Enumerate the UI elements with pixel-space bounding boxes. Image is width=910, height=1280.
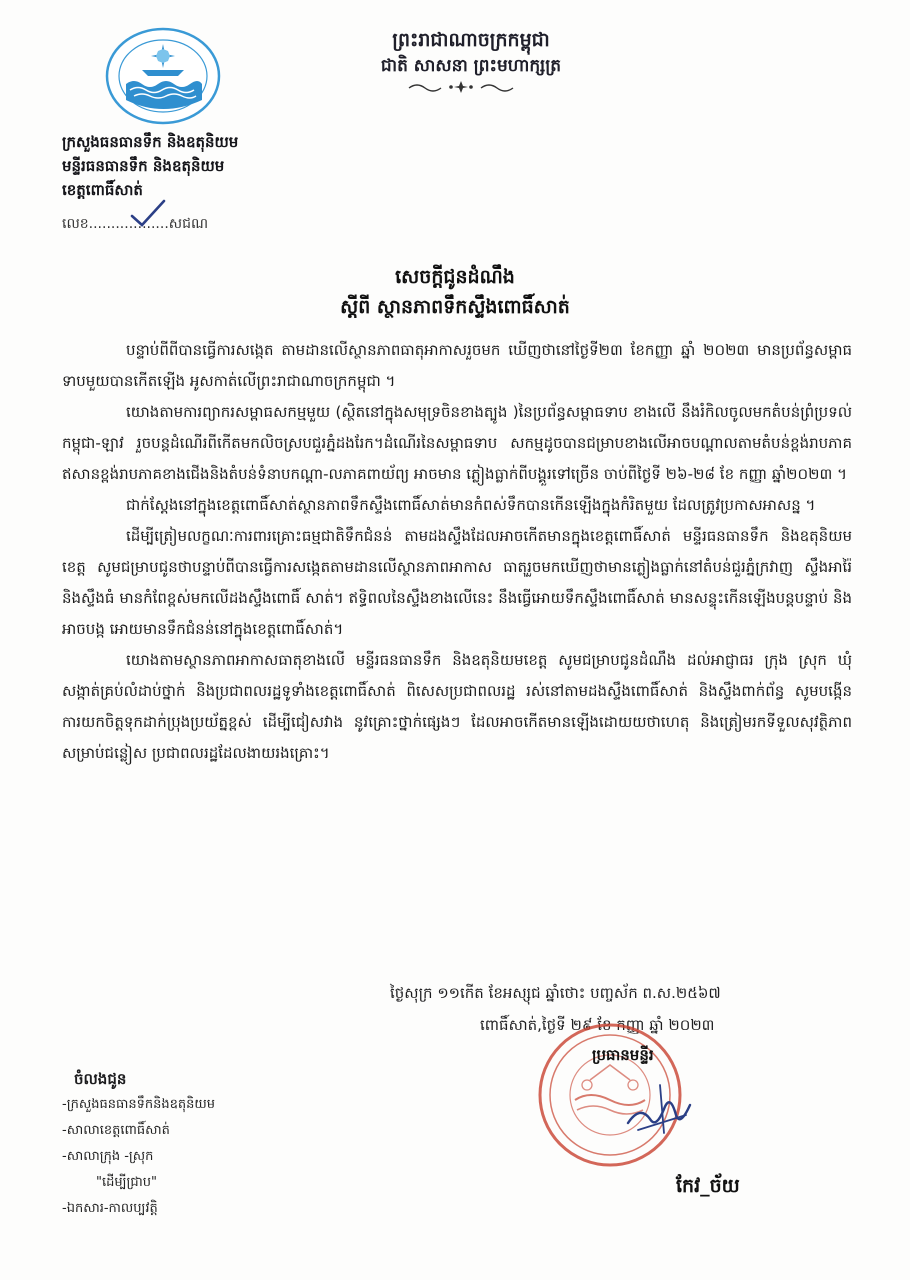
recipients-heading: ចំលងជូន <box>74 1070 127 1088</box>
department-name: មន្ទីរធនធានទឹក និងឧតុនិយម <box>62 157 225 175</box>
recipient-item: -ក្រសួងធនធានទឹកនិងឧតុនិយម <box>62 1097 215 1112</box>
title-line-2: ស្តីពី ស្ថានភាពទឹកស្ទឹងពោធិ៍សាត់ <box>340 296 570 318</box>
recipient-item: -ឯកសារ-កាលប្បវត្តិ <box>62 1201 158 1216</box>
kingdom-header <box>336 26 606 78</box>
body-paragraph: ជាក់ស្តែងនៅក្នុងខេត្តពោធិ៍សាត់ស្ថានភាពទឹកស្ទឹងពោធិ៍សាត់មានកំពស់ទឹកបានកើនឡើងក្នុងកំរិតមួយ ដែលត្រូវប្រកាសអាសន្ន ។ <box>126 496 816 514</box>
document-title <box>0 262 910 322</box>
kingdom-name: ព្រះរាជាណាចក្រកម្ពុជា <box>392 29 550 51</box>
recipient-item: -សាលាក្រុង -ស្រុក <box>62 1149 154 1164</box>
ornament-divider <box>405 80 517 94</box>
body-paragraph: បន្ទាប់ពីពីបានធ្វើការសង្កេត តាមដានលើស្ថានភាពធាតុអាកាសរួចមក ឃើញថានៅថ្ងៃទី២៣ ខែកញ្ញា ឆ្នាំ ២០២៣ មានប្រព័ន្ធសម្ពាធទាបមួយបានកើតឡើង អូសកាត់លើព្រះរាជាណាចក្រកម្ពុជា ។ <box>62 341 852 390</box>
title-line-1: សេចក្តីជូនដំណឹង <box>395 266 515 288</box>
ministry-block <box>62 130 362 202</box>
province-name: ខេត្តពោធិ៍សាត់ <box>62 181 143 199</box>
handwritten-signature <box>620 1075 700 1145</box>
solar-date: ពោធិ៍សាត់,ថ្ងៃទី ២៩ ខែ កញ្ញា ឆ្នាំ ២០២៣ <box>480 1016 715 1034</box>
national-motto: ជាតិ សាសនា ព្រះមហាក្សត្រ <box>380 56 562 76</box>
recipients-list <box>62 1066 362 1222</box>
recipient-note: "ដើម្បីជ្រាប" <box>96 1175 157 1190</box>
check-mark-icon <box>128 198 168 228</box>
lunar-date: ថ្ងៃសុក្រ ១១កើត ខែអស្សុជ ឆ្នាំថោះ បញ្ចស័ក ព.ស.២៥៦៧ <box>390 984 721 1002</box>
reference-number: លេខ..................សជណ <box>62 216 209 232</box>
body-paragraph: យោងតាមការព្យាករសម្ពាធសកម្មមួយ (ស្ថិតនៅក្នុងសមុទ្រចិនខាងត្បូង )នៃប្រព័ន្ធសម្ពាធទាប ខាងលើ នឹងរំកិលចូលមកតំបន់ព្រំប្រទល់កម្ពុជា-ឡាវ រួចបន្តដំណើរពីកើតមកលិចស្របជួរភ្នំដងរែក។ដំណើរនៃសម្ពាធទាប សកម្មដូចបានជម្រាបខាងលើអាចបណ្តាលតាមតំបន់ខ្ពង់រាបភាគឥសានខ្ពង់រាបភាគខាងជើងនិងតំបន់ទំនាបកណ្តា-លភាគពាយ័ព្យ អាចមាន ភ្លៀងធ្លាក់ពីបង្គួរទៅច្រើន ចាប់ពីថ្ងៃទី ២៦-២៨ ខែ កញ្ញា ឆ្នាំ២០២៣ ។ <box>62 403 852 483</box>
document-body <box>62 335 852 769</box>
body-paragraph: ដើម្បីត្រៀមលក្ខណៈការពារគ្រោះធម្មជាតិទឹកជំនន់ តាមដងស្ទឹងដែលអាចកើតមានក្នុងខេត្តពោធិ៍សាត់ មន្ទីរធនធានទឹក និងឧតុនិយមខេត្ត សូមជម្រាបជូនថាបន្ទាប់ពីបានធ្វើការសង្កេតតាមដានលើស្ថានភាពអាកាស ធាតុរួចមកឃើញថាមានភ្លៀងធ្លាក់នៅតំបន់ជួរភ្នំក្រវាញ ស្ទឹងអារ៉ៃ និងស្ទឹងធំ មានកំពែខ្ពស់មកលើដងស្ទឹងពោធិ៍ សាត់។ ឥទ្ធិពលនៃស្ទឹងខាងលើនេះ នឹងធ្វើអោយទឹកស្ទឹងពោធិ៍សាត់ មានសន្ទុះកើនឡើងបន្តបន្ទាប់ និងអាចបង្ក អោយមានទឹកជំនន់នៅក្នុងខេត្តពោធិ៍សាត់។ <box>62 527 852 638</box>
signer-name: កែវ_ច័យ <box>676 1175 740 1197</box>
recipient-item: -សាលាខេត្តពោធិ៍សាត់ <box>62 1123 170 1138</box>
signer-position: ប្រធានមន្ទីរ <box>592 1046 654 1064</box>
body-paragraph: យោងតាមស្ថានភាពអាកាសធាតុខាងលើ មន្ទីរធនធានទឹក និងឧតុនិយមខេត្ត សូមជម្រាបជូនដំណឹង ដល់អាជ្ញាធរ ក្រុង ស្រុក ឃុំ សង្កាត់គ្រប់លំដាប់ថ្នាក់ និងប្រជាពលរដ្ឋទូទាំងខេត្តពោធិ៍សាត់ ពិសេសប្រជាពលរដ្ឋ រស់នៅតាមដងស្ទឹងពោធិ៍សាត់ និងស្ទឹងពាក់ព័ន្ធ សូមបង្កើនការយកចិត្តទុកដាក់ប្រុងប្រយ័ត្នខ្ពស់ ដើម្បីជៀសវាង នូវគ្រោះថ្នាក់ផ្សេងៗ ដែលអាចកើតមានឡើងដោយយថាហេតុ និងត្រៀមរកទីទួលសុវត្ថិភាព សម្រាប់ជន្លៀស ប្រជាពលរដ្ឋដែលងាយរងគ្រោះ។ <box>62 651 852 762</box>
ministry-name: ក្រសួងធនធានទឹក និងឧតុនិយម <box>62 133 239 151</box>
ministry-logo <box>104 26 222 126</box>
